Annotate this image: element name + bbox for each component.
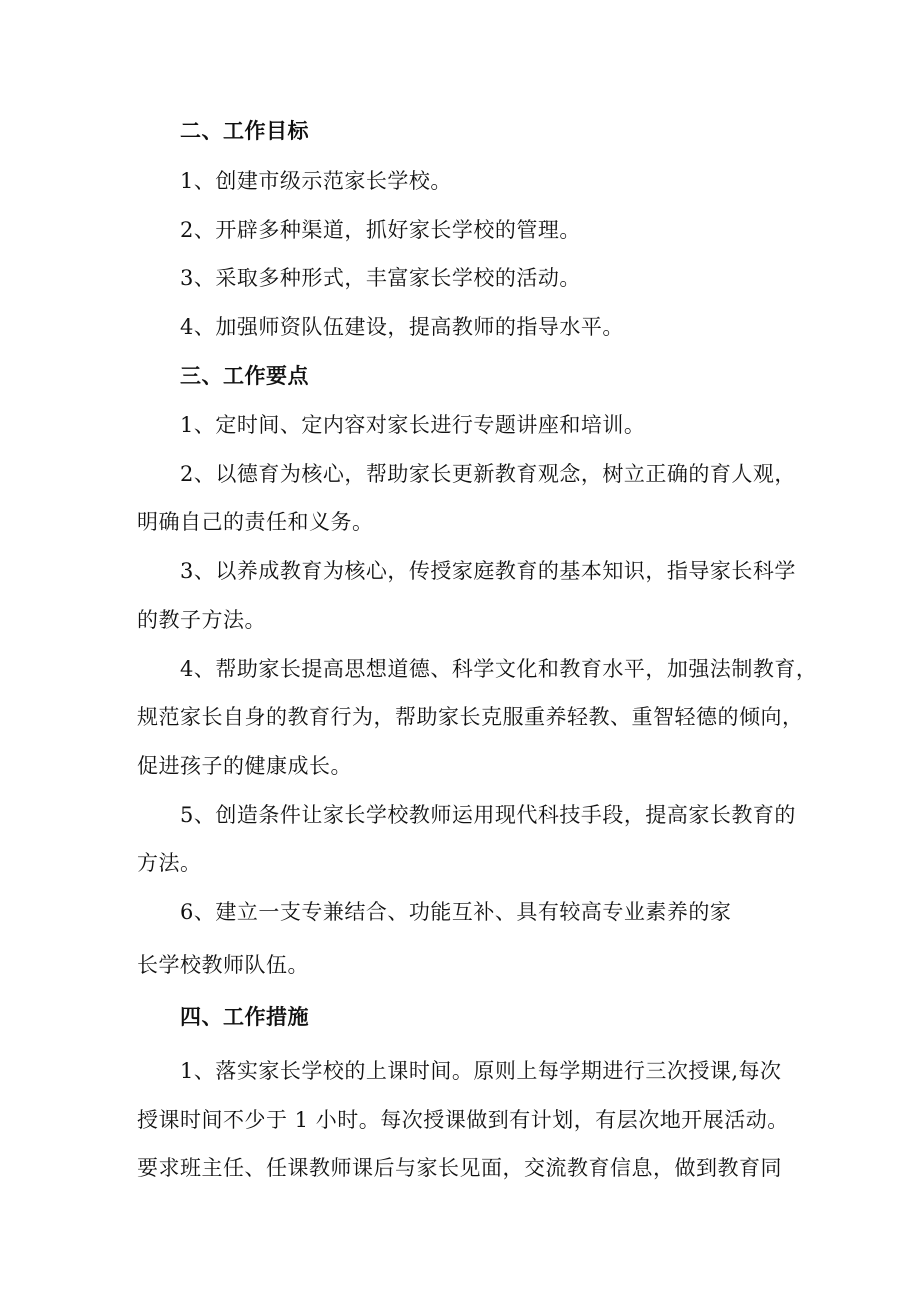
section-heading-measures: 四、工作措施 [180,1004,309,1029]
key-point-6-line-2: 长学校教师队伍。 [137,953,309,977]
goal-item-1: 1、创建市级示范家长学校。 [180,169,452,193]
key-point-3-line-1: 3、以养成教育为核心，传授家庭教育的基本知识，指导家长科学 [180,559,796,583]
section-heading-key-points: 三、工作要点 [180,363,309,388]
section-heading-goals: 二、工作目标 [180,118,309,143]
goal-item-4: 4、加强师资队伍建设，提高教师的指导水平。 [180,315,624,339]
key-point-6-line-1: 6、建立一支专兼结合、功能互补、具有较高专业素养的家 [180,900,732,924]
key-point-5-line-2: 方法。 [137,851,202,875]
key-point-2-line-2: 明确自己的责任和义务。 [137,510,374,534]
key-point-4-line-1: 4、帮助家长提高思想道德、科学文化和教育水平，加强法制教育， [180,657,818,681]
key-point-4-line-2: 规范家长自身的教育行为，帮助家长克服重养轻教、重智轻德的倾向， [137,705,804,729]
measure-1-line-3: 要求班主任、任课教师课后与家长见面，交流教育信息，做到教育同 [137,1156,782,1180]
measure-1-line-1: 1、落实家长学校的上课时间。原则上每学期进行三次授课,每次 [180,1059,782,1083]
key-point-4-line-3: 促进孩子的健康成长。 [137,754,352,778]
key-point-3-line-2: 的教子方法。 [137,608,266,632]
key-point-5-line-1: 5、创造条件让家长学校教师运用现代科技手段，提高家长教育的 [180,803,796,827]
key-point-2-line-1: 2、以德育为核心，帮助家长更新教育观念，树立正确的育人观， [180,462,796,486]
goal-item-3: 3、采取多种形式，丰富家长学校的活动。 [180,266,581,290]
measure-1-line-2: 授课时间不少于 1 小时。每次授课做到有计划，有层次地开展活动。 [137,1108,789,1132]
key-point-1-line-1: 1、定时间、定内容对家长进行专题讲座和培训。 [180,413,646,437]
goal-item-2: 2、开辟多种渠道，抓好家长学校的管理。 [180,218,581,242]
